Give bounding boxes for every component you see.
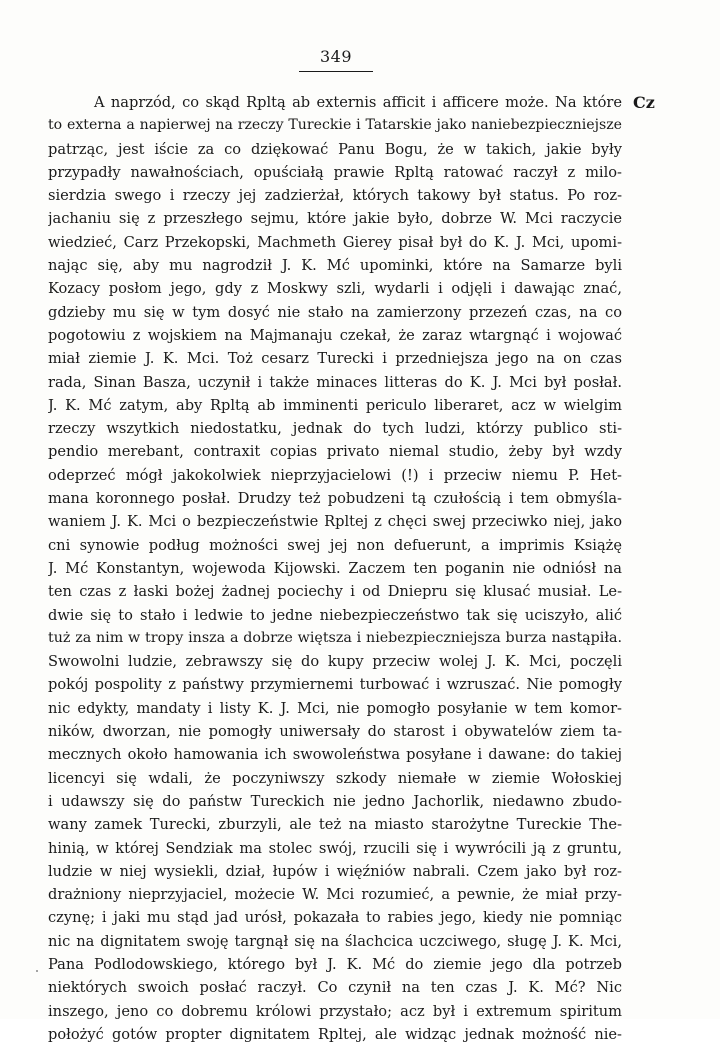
text-line: pendio merebant, contraxit copias privato niemal studio, żeby był wzdy <box>48 443 622 461</box>
text-line: wany zamek Turecki, zburzyli, ale też na miasto starożytne Tureckie The- <box>48 816 622 834</box>
text-line: miał ziemie J. K. Mci. Toż cesarz Turecki i przedniejsza jego na on czas <box>48 350 622 368</box>
text-line: Kozacy posłom jego, gdy z Moskwy szli, wydarli i odjęli i dawając znać, <box>48 280 622 298</box>
text-line: niektórych swoich posłać raczył. Co czynił na ten czas J. K. Mć? Nic <box>48 979 622 997</box>
text-line: mecznych około hamowania ich swowoleństwa posyłane i dawane: do takiej <box>48 746 622 764</box>
text-line: ników, dworzan, nie pomogły uniwersały do starost i obywatelów ziem ta- <box>48 723 622 741</box>
text-line: przypadły nawałnościach, opuściałą prawie Rpltą ratować raczył z milo- <box>48 163 622 181</box>
text-line: nic na dignitatem swoję targnął się na ślachcica uczciwego, sługę J. K. Mci, <box>48 932 622 950</box>
text-line: tuż za nim w tropy insza a dobrze więtsza i niebezpieczniejsza burza nastąpiła. <box>48 629 622 646</box>
text-line: pogotowiu z wojskiem na Majmanaju czekał, że zaraz wtargnąć i wojować <box>48 326 622 344</box>
text-line: odeprzeć mógł jakokolwiek nieprzyjacielowi (!) i przeciw niemu P. Het- <box>48 466 622 484</box>
page-number: 349 <box>319 47 353 66</box>
text-line: drażniony nieprzyjaciel, możecie W. Mci rozumieć, a pewnie, że miał przy- <box>48 886 622 904</box>
text-line: patrząc, jest iście za co dziękować Panu Bogu, że w takich, jakie były <box>48 140 622 158</box>
text-line: nic edykty, mandaty i listy K. J. Mci, nie pomogło posyłanie w tem komor- <box>48 699 622 717</box>
text-line: J. K. Mć zatym, aby Rpltą ab imminenti periculo liberaret, acz w wielgim <box>48 396 622 414</box>
text-line: wiedzieć, Carz Przekopski, Machmeth Gierey pisał był do K. J. Mci, upomi- <box>48 233 622 251</box>
text-line: i udawszy się do państw Tureckich nie jedno Jachorlik, niedawno zbudo- <box>48 792 622 810</box>
text-line: sierdzia swego i rzeczy jej zadzierżał, których takowy był status. Po roz- <box>48 187 622 205</box>
body-text <box>48 91 622 1046</box>
text-line: to externa a napierwej na rzeczy Tureckie i Tatarskie jako naniebezpieczniejsze <box>48 117 622 134</box>
text-line: mana koronnego posłał. Drudzy też pobudzeni tą czułością i tem obmyśla- <box>48 490 622 508</box>
margin-note: Cz <box>633 93 655 112</box>
text-line: A naprzód, co skąd Rpltą ab externis afficit i afficere może. Na które <box>94 94 622 111</box>
text-line: licencyi się wdali, że poczyniwszy szkody niemałe w ziemie Wołoskiej <box>48 769 622 787</box>
text-line: nając się, aby mu nagrodził J. K. Mć upominki, które na Samarze byli <box>48 257 622 275</box>
text-line: gdzieby mu się w tym dosyć nie stało na zamierzony przezeń czas, na co <box>48 303 622 321</box>
text-line: inszego, jeno co dobremu królowi przystało; acz był i extremum spiritum <box>48 1002 622 1020</box>
text-line: czynę; i jaki mu stąd jad urósł, pokazała to rabies jego, kiedy nie pomniąc <box>48 909 622 927</box>
text-line: rzeczy wszytkich niedostatku, jednak do tych ludzi, którzy publico sti- <box>48 420 622 438</box>
text-line: Pana Podlodowskiego, którego był J. K. Mć do ziemie jego dla potrzeb <box>48 955 622 973</box>
text-line: hinią, w której Sendziak ma stolec swój, rzucili się i wywrócili ją z gruntu, <box>48 839 622 857</box>
text-line: ludzie w niej wysiekli, dział, łupów i więźniów nabrali. Czem jako był roz- <box>48 862 622 880</box>
text-line: rada, Sinan Basza, uczynił i także minaces litteras do K. J. Mci był posłał. <box>48 373 622 391</box>
text-line: waniem J. K. Mci o bezpieczeństwie Rpltej z chęci swej przeciwko niej, jako <box>48 513 622 531</box>
text-line: dwie się to stało i ledwie to jedne niebezpieczeństwo tak się uciszyło, alić <box>48 606 622 624</box>
text-line: J. Mć Konstantyn, wojewoda Kijowski. Zaczem ten poganin nie odniósł na <box>48 559 622 577</box>
text-line: jachaniu się z przeszłego sejmu, które jakie było, dobrze W. Mci raczycie <box>48 210 622 228</box>
text-line: Swowolni ludzie, zebrawszy się do kupy przeciw wolej J. K. Mci, poczęli <box>48 653 622 671</box>
text-line: pokój pospolity z państwy przymiernemi turbować i wzruszać. Nie pomogły <box>48 676 622 694</box>
paper-speck <box>36 970 38 972</box>
text-line: położyć gotów propter dignitatem Rpltej, ale widząc jednak możność nie- <box>48 1025 622 1043</box>
text-line: cni synowie podług możności swej jej non defuerunt, a imprimis Książę <box>48 536 622 554</box>
text-line: ten czas z łaski bożej żadnej pociechy i od Dniepru się klusać musiał. Le- <box>48 583 622 601</box>
page-number-underline <box>299 71 373 72</box>
